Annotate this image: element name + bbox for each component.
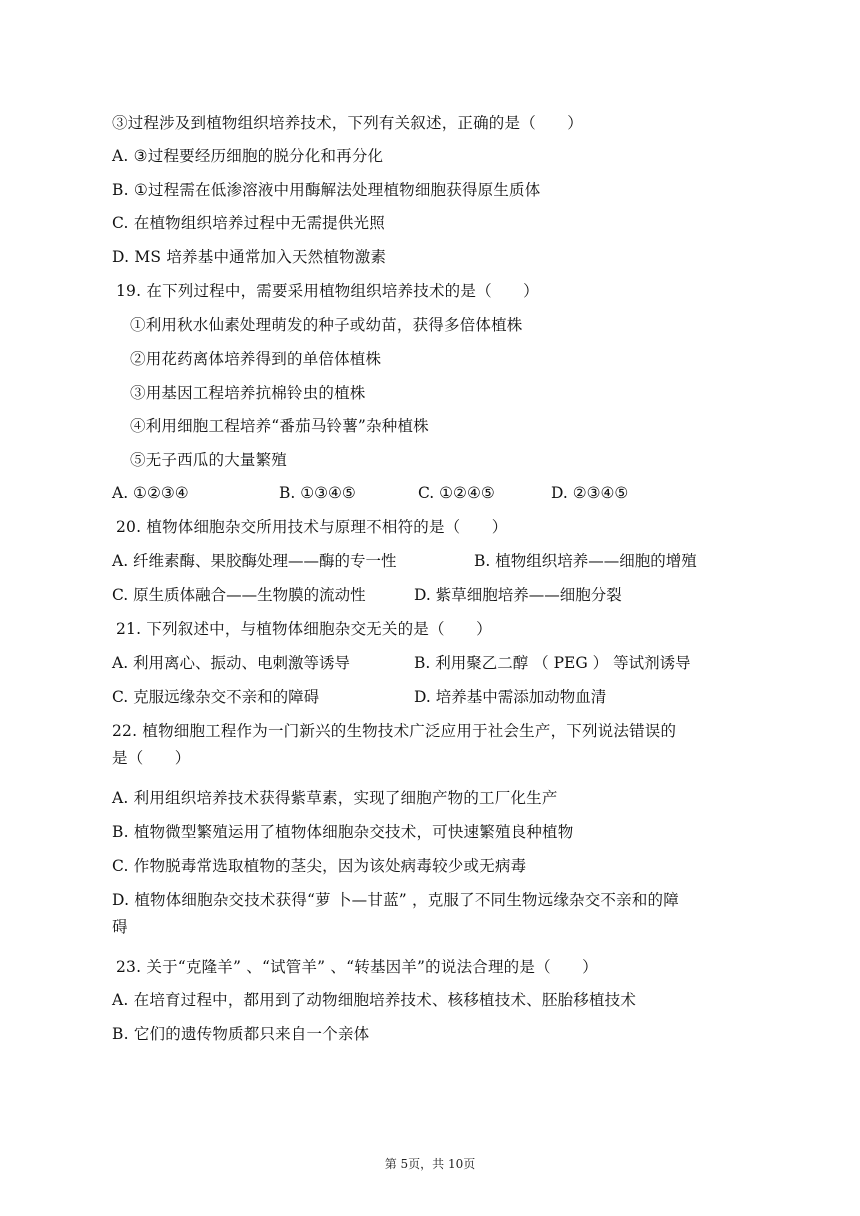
q19-option-b: B. ①③④⑤ [279,484,356,502]
q19-option-a: A. ①②③④ [112,484,189,502]
q19-item-4: ④利用细胞工程培养“番茄马铃薯”杂种植株 [130,417,429,435]
q20-option-c: C. 原生质体融合——生物膜的流动性 [112,586,366,604]
option-a: A. ③过程要经历细胞的脱分化和再分化 [112,147,384,165]
q22-option-d: D. 植物体细胞杂交技术获得“萝 卜—甘蓝” ，克服了不同生物远缘杂交不亲和的障 [112,891,679,909]
question-20: 20. 植物体细胞杂交所用技术与原理不相符的是（ ） [116,518,508,536]
q22-option-d-continued: 碍 [112,918,128,936]
question-22-continued: 是（ ） [112,749,191,767]
q19-option-c: C. ①②④⑤ [418,484,495,502]
q23-option-a: A. 在培育过程中，都用到了动物细胞培养技术、核移植技术、胚胎移植技术 [112,991,637,1009]
q23-option-b: B. 它们的遗传物质都只来自一个亲体 [112,1025,370,1043]
q21-option-c: C. 克服远缘杂交不亲和的障碍 [112,688,320,706]
q21-option-a: A. 利用离心、振动、电刺激等诱导 [112,654,351,672]
q19-item-5: ⑤无子西瓜的大量繁殖 [130,451,288,469]
option-c: C. 在植物组织培养过程中无需提供光照 [112,214,385,232]
q22-option-a: A. 利用组织培养技术获得紫草素，实现了细胞产物的工厂化生产 [112,789,558,807]
q19-item-3: ③用基因工程培养抗棉铃虫的植株 [130,384,366,402]
q22-option-b: B. 植物微型繁殖运用了植物体细胞杂交技术，可快速繁殖良种植物 [112,823,574,841]
question-19: 19. 在下列过程中，需要采用植物组织培养技术的是（ ） [116,282,539,300]
option-d: D. MS 培养基中通常加入天然植物激素 [112,248,387,266]
q21-option-d: D. 培养基中需添加动物血清 [414,688,607,706]
q20-option-a: A. 纤维素酶、果胶酶处理——酶的专一性 [112,552,397,570]
q21-option-b: B. 利用聚乙二醇 （ PEG ） 等试剂诱导 [414,654,691,672]
q20-option-d: D. 紫草细胞培养——细胞分裂 [414,586,622,604]
q19-item-1: ①利用秋水仙素处理萌发的种子或幼苗，获得多倍体植株 [130,316,523,334]
question-21: 21. 下列叙述中，与植物体细胞杂交无关的是（ ） [116,620,492,638]
q22-option-c: C. 作物脱毒常选取植物的茎尖，因为该处病毒较少或无病毒 [112,857,527,875]
question-23: 23. 关于“克隆羊” 、“试管羊” 、“转基因羊”的说法合理的是（ ） [116,958,598,976]
question-18-stem: ③过程涉及到植物组织培养技术，下列有关叙述，正确的是（ ） [112,114,584,132]
q19-option-d: D. ②③④⑤ [551,484,629,502]
q20-option-b: B. 植物组织培养——细胞的增殖 [474,552,697,570]
option-b: B. ①过程需在低渗溶液中用酶解法处理植物细胞获得原生质体 [112,181,541,199]
question-22: 22. 植物细胞工程作为一门新兴的生物技术广泛应用于社会生产，下列说法错误的 [112,722,677,740]
page-footer: 第 5页，共 10页 [384,1157,476,1171]
q19-item-2: ②用花药离体培养得到的单倍体植株 [130,350,382,368]
